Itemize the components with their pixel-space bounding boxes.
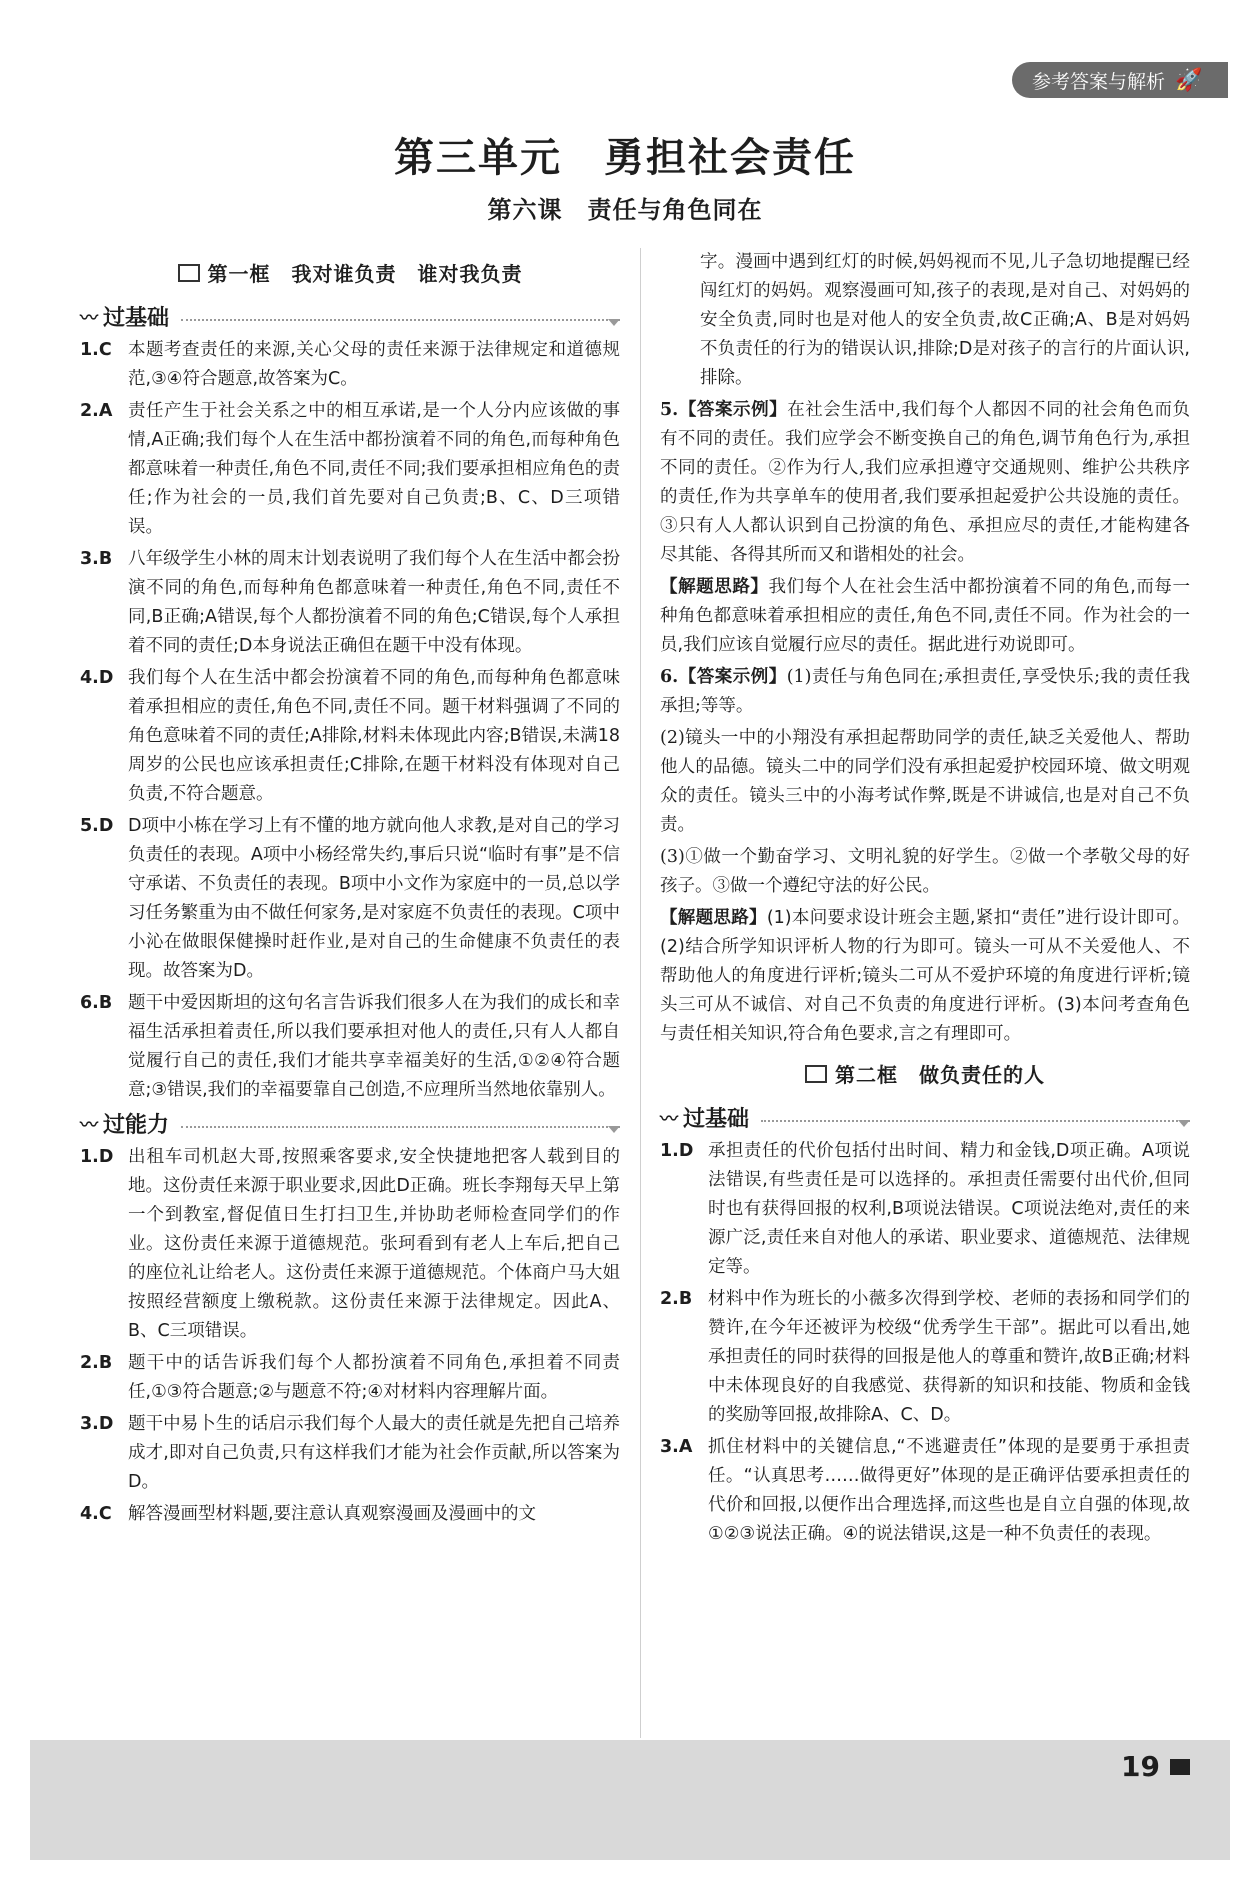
answer-number: 5.D (80, 816, 114, 836)
answer-number: 2.B (80, 1353, 113, 1373)
section-title: 过基础 (103, 306, 170, 331)
frame-box-icon (178, 264, 200, 282)
answer-number: 6. (660, 667, 679, 687)
answer-item (660, 1137, 1190, 1282)
answer-item (660, 1433, 1190, 1549)
answer-text: 材料中作为班长的小薇多次得到学校、老师的表扬和同学们的赞许,在今年还被评为校级“优秀学生干部”。据此可以看出,她承担责任的同时获得的回报是他人的尊重和赞许,故B正确;材料中未体现良好的自我感觉、获得新的知识和技能、物质和金钱的奖励等回报,故排除A、C、D。 (708, 1289, 1190, 1425)
answer-text: 本题考查责任的来源,关心父母的责任来源于法律规定和道德规范,③④符合题意,故答案为C。 (128, 340, 620, 389)
answer-item (80, 1410, 620, 1497)
solution-text: (1)本问要求设计班会主题,紧扣“责任”进行设计即可。(2)结合所学知识评析人物的行为即可。镜头一可从不关爱他人、不帮助他人的角度进行评析;镜头二可从不爱护环境的角度进行评析;镜头三可从不诚信、对自己不负责的角度进行评析。(3)本问考查角色与责任相关知识,符合角色要求,言之有理即可。 (660, 908, 1191, 1044)
answer-text: 承担责任的代价包括付出时间、精力和金钱,D项正确。A项说法错误,有些责任是可以选择的。承担责任需要付出代价,但同时也有获得回报的权利,B项说法错误。C项说法绝对,责任的来源广泛,责任来自对他人的承诺、职业要求、道德规范、法律规定等。 (708, 1141, 1190, 1277)
answer-number: 2.A (80, 401, 113, 421)
solution-tag: 【解题思路】 (660, 577, 769, 597)
rocket-icon: 🚀 (1175, 67, 1203, 93)
answer-number: 4.D (80, 668, 114, 688)
answer-text: 题干中爱因斯坦的这句名言告诉我们很多人在为我们的成长和幸福生活承担着责任,所以我们要承担对他人的责任,只有人人都自觉履行自己的责任,我们才能共享幸福美好的生活,①②④符合题意;③错误,我们的幸福要靠自己创造,不应理所当然地依靠别人。 (128, 993, 620, 1100)
answer-list-ability (80, 1143, 620, 1529)
answer-text: (1)责任与角色同在;承担责任,享受快乐;我的责任我承担;等等。 (660, 667, 1190, 716)
answer-q5 (660, 396, 1190, 570)
header-tab-label: 参考答案与解析 (1032, 70, 1166, 93)
answer-number: 3.A (660, 1437, 693, 1457)
header-tab (1012, 62, 1228, 98)
frame2-heading (805, 1059, 1045, 1088)
wave-icon: 〰 (660, 1108, 675, 1130)
answer-item (80, 812, 620, 986)
answer-number: 5. (660, 400, 679, 420)
answer-number: 1.D (80, 1147, 114, 1167)
section-heading-basics (80, 301, 620, 332)
answer-list-basics-2 (660, 1137, 1190, 1549)
answer-text: 出租车司机赵大哥,按照乘客要求,安全快捷地把客人载到目的地。这份责任来源于职业要求,因此D正确。班长李翔每天早上第一个到教室,督促值日生打扫卫生,并协助老师检查同学们的作业。这份责任来源于道德规范。张珂看到有老人上车后,把自己的座位礼让给老人。这份责任来源于道德规范。个体商户马大姐按照经营额度上缴税款。这份责任来源于法律规定。因此A、B、C三项错误。 (128, 1147, 620, 1341)
dotted-line (181, 1126, 620, 1128)
answer-item (80, 664, 620, 809)
answer-text: 题干中的话告诉我们每个人都扮演着不同角色,承担着不同责任,①③符合题意;②与题意不符;④对材料内容理解片面。 (128, 1353, 620, 1402)
solution-text: 我们每个人在社会生活中都扮演着不同的角色,而每一种角色都意味着承担相应的责任,角色不同,责任不同。作为社会的一员,我们应该自觉履行应尽的责任。据此进行劝说即可。 (660, 577, 1191, 655)
answer-item (80, 1349, 620, 1407)
answer-text: 责任产生于社会关系之中的相互承诺,是一个人分内应该做的事情,A正确;我们每个人在生活中都扮演着不同的角色,而每种角色都意味着一种责任,角色不同,责任不同;我们要承担相应角色的责任;作为社会的一员,我们首先要对自己负责;B、C、D三项错误。 (128, 401, 620, 537)
answer-item (80, 397, 620, 542)
answer-number: 1.C (80, 340, 112, 360)
answer-q6-part2: (2)镜头一中的小翔没有承担起帮助同学的责任,缺乏关爱他人、帮助他人的品德。镜头二中的同学们没有承担起爱护校园环境、做文明观众的责任。镜头三中的小海考试作弊,既是不讲诚信,也是对自己不负责。 (660, 728, 1190, 835)
page-number-text: 19 (1121, 1750, 1160, 1783)
answer-list-basics (80, 336, 620, 1105)
frame2-title: 第二框 做负责任的人 (835, 1063, 1045, 1087)
solution-q5 (660, 573, 1190, 660)
answer-continuation: 字。漫画中遇到红灯的时候,妈妈视而不见,儿子急切地提醒已经闯红灯的妈妈。观察漫画可知,孩子的表现,是对自己、对妈妈的安全负责,同时也是对他人的安全负责,故C正确;A、B是对妈妈不负责任的行为的错误认识,排除;D是对孩子的言行的片面认识,排除。 (700, 252, 1190, 388)
square-icon (1170, 1759, 1190, 1775)
answer-number: 2.B (660, 1289, 693, 1309)
section-heading-ability (80, 1108, 620, 1139)
answer-item (80, 989, 620, 1105)
unit-title: 第三单元 勇担社会责任 (394, 135, 856, 181)
dotted-line (181, 319, 620, 321)
answer-text: 八年级学生小林的周末计划表说明了我们每个人在生活中都会扮演不同的角色,而每种角色都意味着一种责任,角色不同,责任不同,B正确;A错误,每个人都扮演着不同的角色;C错误,每个人承担着不同的责任;D本身说法正确但在题干中没有体现。 (128, 549, 620, 656)
answer-text: D项中小栋在学习上有不懂的地方就向他人求教,是对自己的学习负责任的表现。A项中小杨经常失约,事后只说“临时有事”是不信守承诺、不负责任的表现。B项中小文作为家庭中的一员,总以学习任务繁重为由不做任何家务,是对家庭不负责任的表现。C项中小沁在做眼保健操时赶作业,是对自己的生命健康不负责任的表现。故答案为D。 (128, 816, 620, 981)
column-divider (640, 248, 641, 1738)
answer-tag: 【答案示例】 (678, 667, 787, 687)
answer-item (80, 336, 620, 394)
answer-item (80, 545, 620, 661)
solution-q6 (660, 904, 1190, 1049)
right-column (660, 248, 1190, 1552)
answer-item (80, 1143, 620, 1346)
answer-text: 我们每个人在生活中都会扮演着不同的角色,而每种角色都意味着承担相应的责任,角色不同,责任不同。题干材料强调了不同的角色意味着不同的责任;A排除,材料未体现此内容;B错误,未满18周岁的公民也应该承担责任;C排除,在题干材料没有体现对自己负责,不符合题意。 (128, 668, 620, 804)
wave-icon: 〰 (80, 307, 95, 329)
answer-text: 抓住材料中的关键信息,“不逃避责任”体现的是要勇于承担责任。“认真思考……做得更好”体现的是正确评估要承担责任的代价和回报,以便作出合理选择,而这些也是自立自强的体现,故①②③说法正确。④的说法错误,这是一种不负责任的表现。 (708, 1437, 1190, 1544)
section-title: 过基础 (683, 1107, 750, 1132)
answer-q6-part3: (3)①做一个勤奋学习、文明礼貌的好学生。②做一个孝敬父母的好孩子。③做一个遵纪守法的好公民。 (660, 847, 1190, 896)
left-column (80, 258, 620, 1532)
solution-tag: 【解题思路】 (660, 908, 767, 928)
page-number (1121, 1750, 1190, 1783)
answer-text: 在社会生活中,我们每个人都因不同的社会角色而负有不同的责任。我们应学会不断变换自己的角色,调节角色行为,承担不同的责任。②作为行人,我们应承担遵守交通规则、维护公共秩序的责任,作为共享单车的使用者,我们要承担起爱护公共设施的责任。③只有人人都认识到自己扮演的角色、承担应尽的责任,才能构建各尽其能、各得其所而又和谐相处的社会。 (660, 400, 1191, 565)
answer-number: 3.B (80, 549, 113, 569)
section-heading-basics-2 (660, 1102, 1190, 1133)
frame1-heading (178, 258, 523, 287)
answer-item (80, 1500, 620, 1529)
answer-item (660, 1285, 1190, 1430)
answer-number: 4.C (80, 1504, 112, 1524)
section-title: 过能力 (103, 1113, 170, 1138)
footer-band (30, 1740, 1230, 1860)
answer-q6 (660, 663, 1190, 721)
frame-box-icon (805, 1065, 827, 1083)
answer-number: 3.D (80, 1414, 114, 1434)
answer-text: 解答漫画型材料题,要注意认真观察漫画及漫画中的文 (128, 1504, 537, 1524)
frame1-title: 第一框 我对谁负责 谁对我负责 (207, 262, 523, 286)
lesson-title: 第六课 责任与角色同在 (487, 196, 763, 224)
answer-text: 题干中易卜生的话启示我们每个人最大的责任就是先把自己培养成才,即对自己负责,只有这样我们才能为社会作贡献,所以答案为D。 (128, 1414, 620, 1492)
answer-number: 1.D (660, 1141, 694, 1161)
answer-tag: 【答案示例】 (678, 400, 788, 420)
dotted-line (761, 1120, 1190, 1122)
answer-number: 6.B (80, 993, 113, 1013)
wave-icon: 〰 (80, 1114, 95, 1136)
